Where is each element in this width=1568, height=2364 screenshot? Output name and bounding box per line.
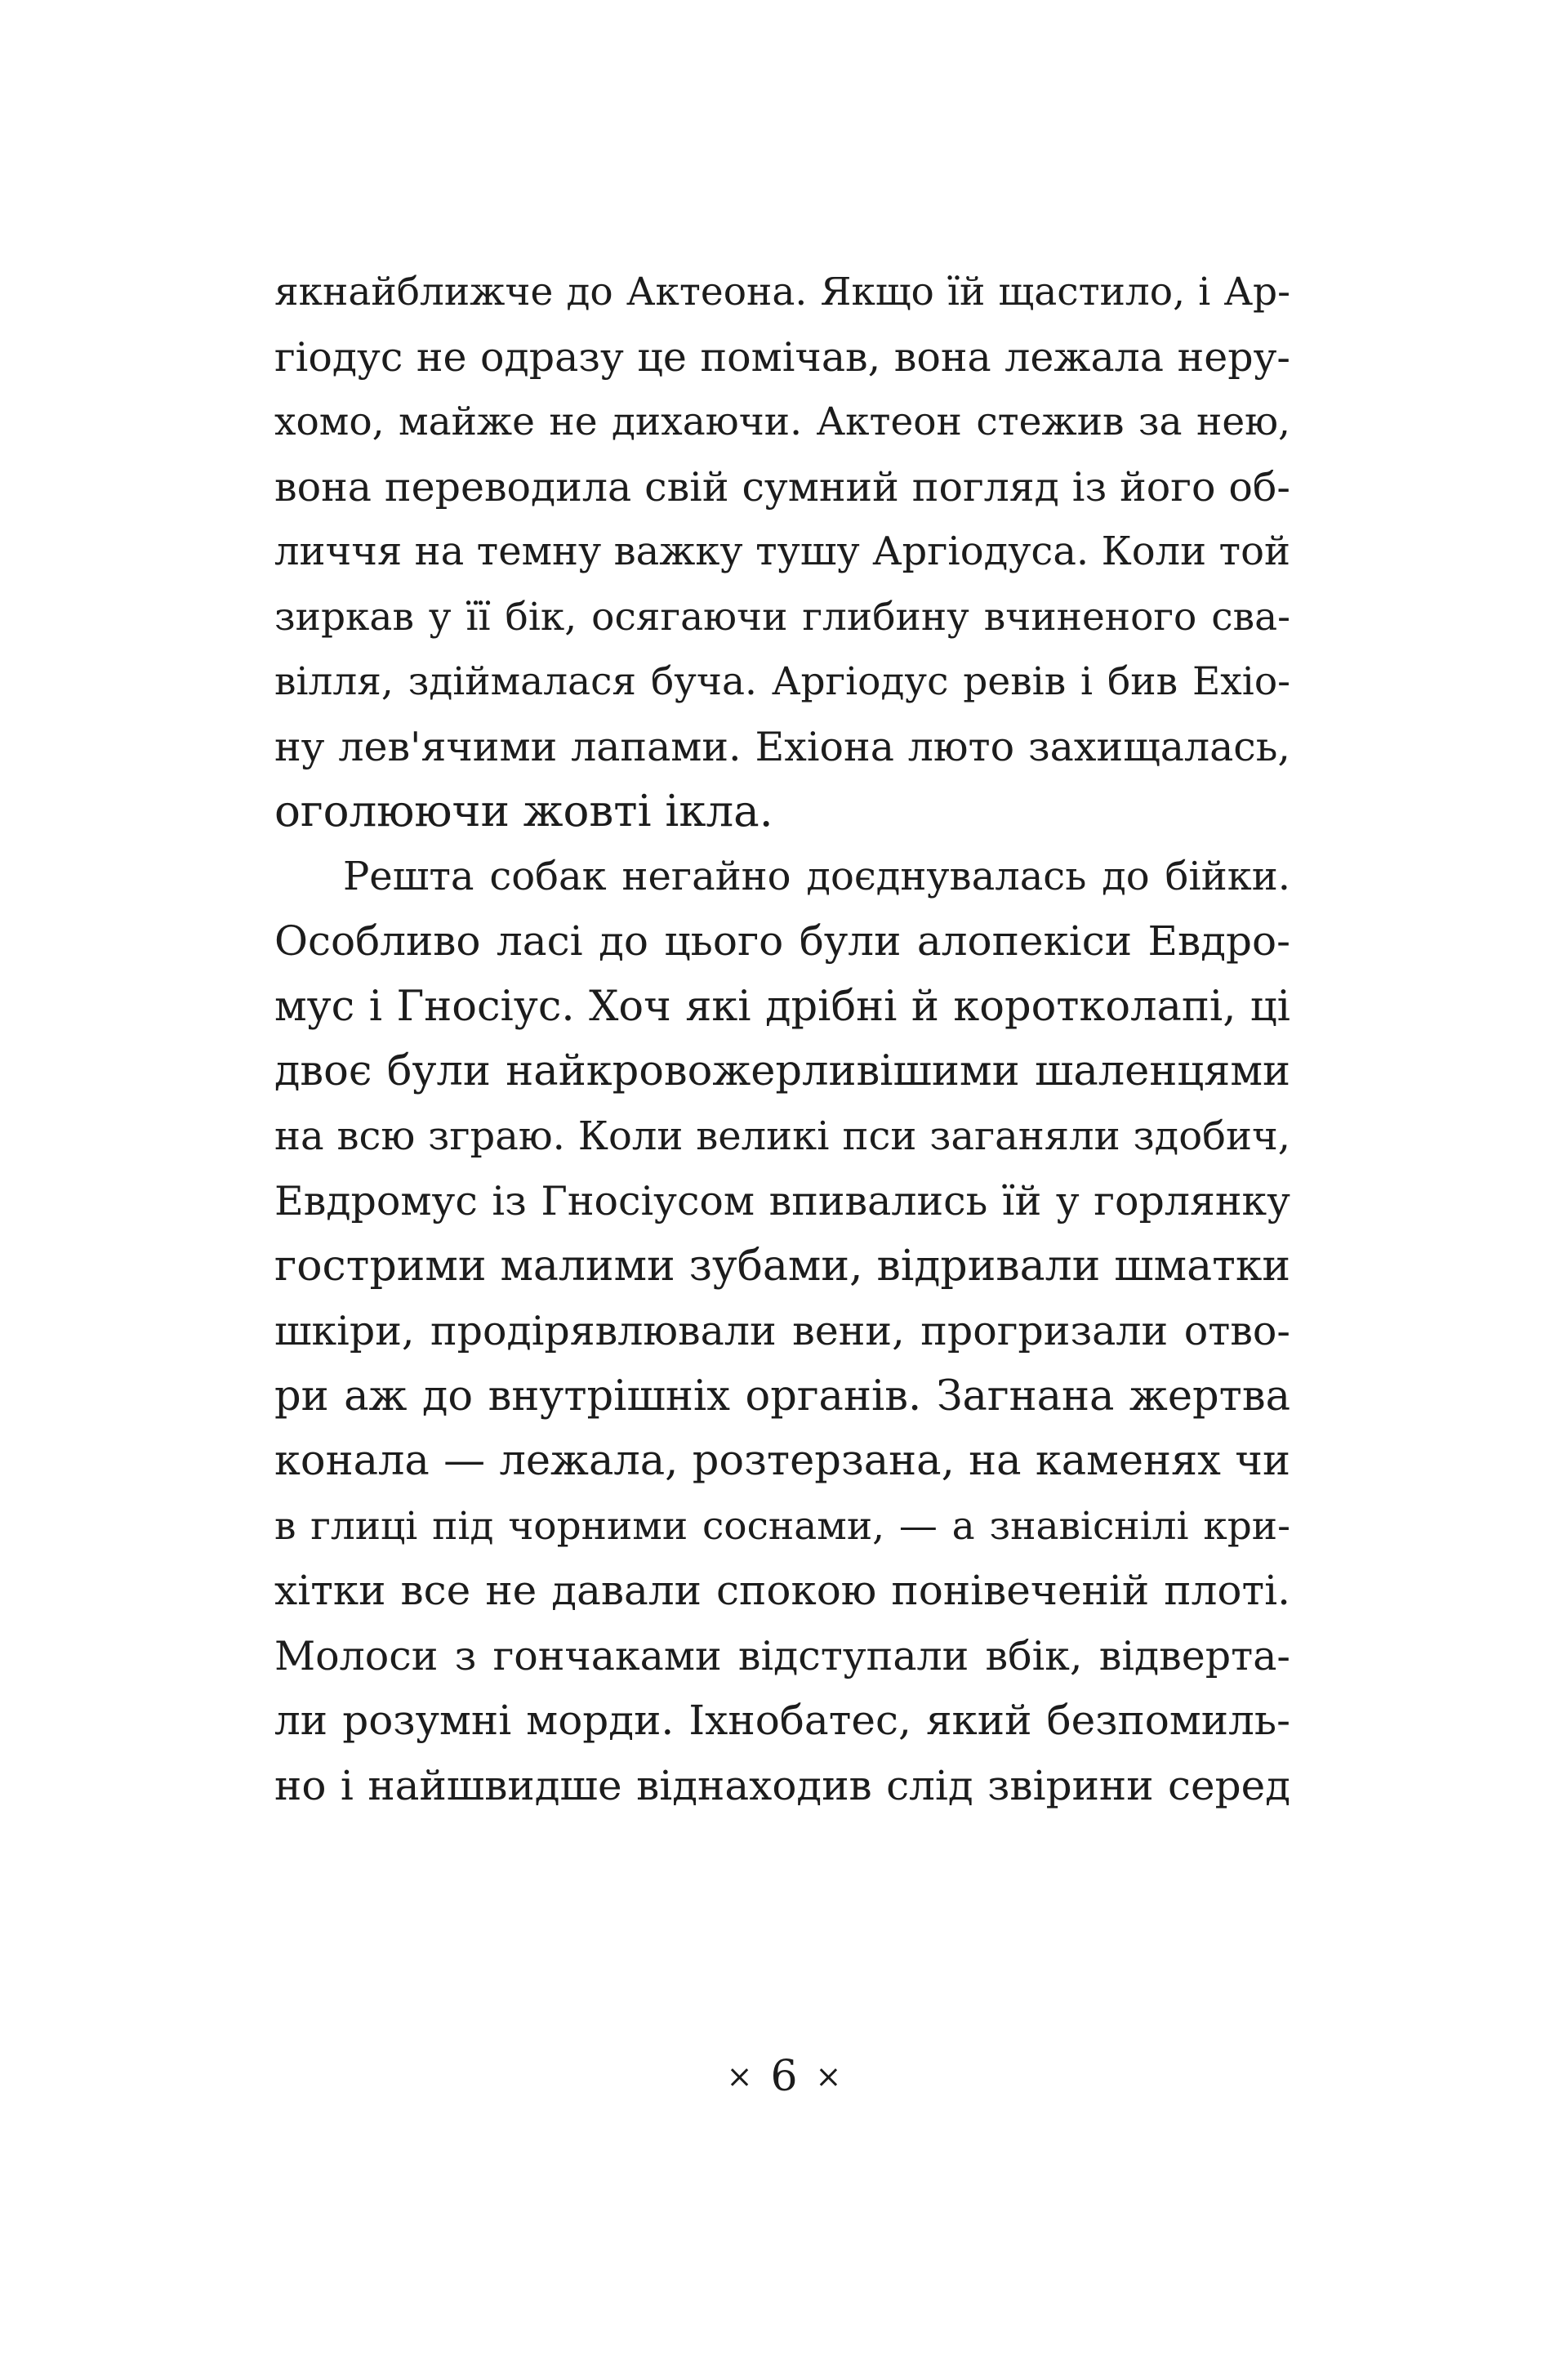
text-line: ли розумні морди. Іхнобатес, який безпомиль- [274,1697,1290,1744]
separator-left: × [726,2058,753,2094]
text-line: ри аж до внутрішніх органів. Загнана жертва [274,1372,1290,1421]
text-line: гіодус не одразу це помічав, вона лежала неру- [274,333,1290,381]
text-line: хітки все не давали спокою понівеченій плоті. [274,1567,1290,1614]
body-text [274,260,1290,1818]
text-line: вілля, здіймалася буча. Аргіодус ревів і бив Ехіо- [274,659,1290,704]
text-line: Особливо ласі до цього були алопекіси Евдро- [274,917,1290,965]
page-number: 6 [770,2052,798,2101]
text-line: вона переводила свій сумний погляд із його об- [274,463,1290,511]
page-footer [0,2052,1568,2101]
text-line: якнайближче до Актеона. Якщо їй щастило, і Ар- [274,270,1290,314]
text-line: ну лев'ячими лапами. Ехіона люто захищалась, [274,723,1290,770]
text-line: шкіри, продірявлювали вени, прогризали отво- [274,1308,1290,1354]
text-line: в глиці під чорними соснами, — а знавіснілі кри- [274,1503,1290,1549]
text-line: двоє були найкровожерливішими шаленцями [274,1047,1290,1095]
text-line: оголюючи жовті ікла. [274,787,773,836]
text-line: личчя на темну важку тушу Аргіодуса. Коли той [274,529,1290,574]
paragraph-1 [274,260,1290,845]
text-line: хомо, майже не дихаючи. Актеон стежив за нею, [274,399,1290,444]
text-line: Молоси з гончаками відступали вбік, відверта- [274,1632,1290,1679]
text-line: мус і Гносіус. Хоч які дрібні й коротколапі, ці [274,982,1290,1031]
separator-right: × [815,2058,842,2094]
paragraph-2 [274,845,1290,1819]
text-line: зиркав у її бік, осягаючи глибину вчиненого сва- [274,594,1290,640]
text-line: Решта собак негайно доєднувалась до бійки. [343,853,1290,899]
text-line: Евдромус із Гносіусом впивались їй у горлянку [274,1178,1290,1224]
text-line: конала — лежала, розтерзана, на каменях чи [274,1437,1290,1485]
text-line: но і найшвидше віднаходив слід звірини серед [274,1761,1290,1809]
text-line: на всю зграю. Коли великі пси заганяли здобич, [274,1113,1290,1159]
text-line: гострими малими зубами, відривали шматки [274,1241,1290,1291]
